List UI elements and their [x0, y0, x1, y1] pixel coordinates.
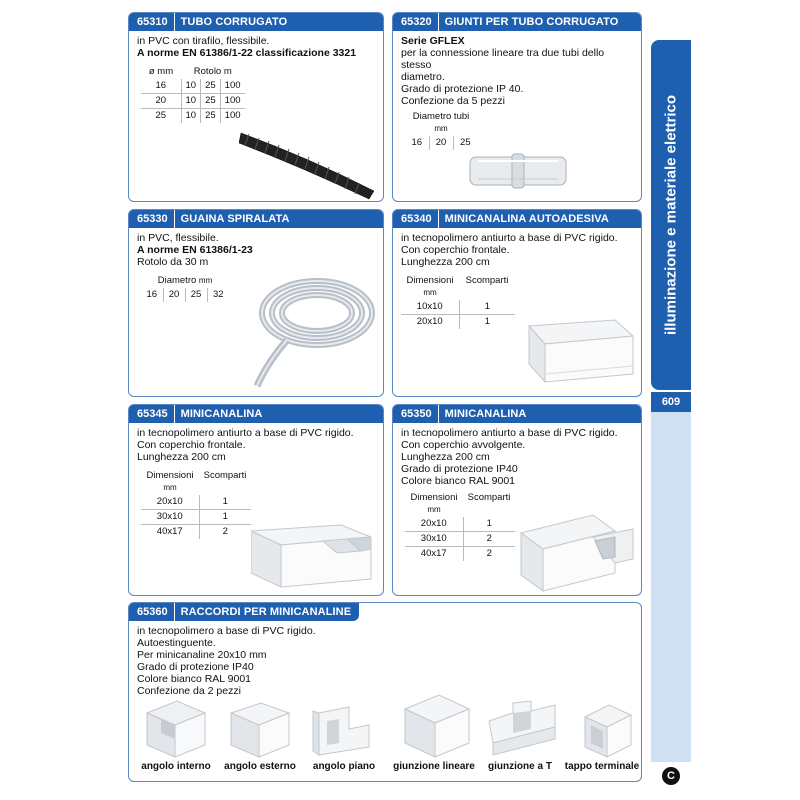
product-card-65360: [128, 602, 642, 782]
spec-table: [405, 110, 477, 150]
category-side-tab: [651, 40, 691, 390]
table-cell: 1: [199, 510, 251, 525]
item-label-flat-corner: angolo piano: [312, 761, 376, 772]
end-cap-image: [575, 699, 635, 759]
table-header: Scomparti: [203, 470, 247, 481]
table-cell: 20x10: [416, 316, 443, 327]
table-header-label: Dimensioni: [410, 492, 458, 503]
card-header: [393, 13, 641, 31]
category-label: illuminazione e materiale elettrico: [662, 94, 680, 336]
table-row: [405, 532, 515, 547]
table-cell: 20: [163, 288, 185, 302]
table-header: Rotolo m: [193, 66, 232, 77]
table-cell: 40x17: [156, 526, 183, 537]
description-line: Confezione da 2 pezzi: [137, 685, 241, 697]
description-line: diametro.: [401, 71, 445, 83]
description-line: Con coperchio frontale.: [401, 244, 510, 256]
spec-table: [141, 65, 245, 123]
product-code: 65340: [393, 210, 439, 228]
product-title: GIUNTI PER TUBO CORRUGATO: [444, 16, 619, 28]
page-number: 609: [651, 390, 691, 412]
description-line: Autoestinguente.: [137, 637, 216, 649]
description-line: Grado di protezione IP 40.: [401, 83, 524, 95]
table-cell: 2: [463, 547, 515, 562]
table-cell: 1: [199, 495, 251, 510]
table-row: [141, 525, 251, 540]
spec-table: [405, 491, 515, 561]
brand-logo-icon: C: [662, 767, 680, 785]
product-title: MINICANALINA: [444, 408, 527, 420]
card-body: [393, 31, 641, 154]
table-header: [405, 110, 477, 136]
table-row: [141, 94, 245, 109]
side-stripe: [651, 412, 691, 762]
table-header: ø mm: [148, 66, 174, 77]
table-cell: 100: [220, 109, 244, 124]
description-line: Per minicanaline 20x10 mm: [137, 649, 267, 661]
table-header-unit: mm: [434, 124, 448, 133]
table-cell: 25: [201, 79, 221, 94]
description-line: Con coperchio frontale.: [137, 439, 246, 451]
table-header: [401, 274, 459, 300]
description-line: in PVC, flessibile.: [137, 232, 219, 244]
card-body: [129, 31, 383, 127]
table-cell: 100: [220, 94, 244, 109]
description-line: in tecnopolimero antiurto a base di PVC rigido.: [401, 232, 618, 244]
description-line: in tecnopolimero antiurto a base di PVC rigido.: [401, 427, 618, 439]
card-header: [129, 405, 383, 423]
table-cell: 25: [453, 136, 477, 150]
item-label-t-joint: giunzione a T: [488, 761, 552, 772]
item-label-external-corner: angolo esterno: [224, 761, 296, 772]
product-code: 65350: [393, 405, 439, 423]
product-card-65320: [392, 12, 642, 202]
product-title: RACCORDI PER MINICANALINE: [180, 606, 352, 618]
card-header: [393, 210, 641, 228]
table-cell: 20x10: [405, 517, 463, 532]
table-header-label: Diametro tubi: [412, 111, 470, 122]
product-card-65350: [392, 404, 642, 596]
card-header: [393, 405, 641, 423]
corrugated-tube-image: [239, 123, 379, 201]
description-line: Grado di protezione IP40: [401, 463, 518, 475]
table-cell: 2: [199, 525, 251, 540]
table-cell: 1: [459, 300, 515, 315]
card-header: [129, 603, 359, 621]
product-card-65310: [128, 12, 384, 202]
description-line: Lunghezza 200 cm: [401, 451, 490, 463]
description-line: in PVC con tirafilo, flessibile.: [137, 35, 270, 47]
table-header-label: Dimensioni: [146, 470, 194, 481]
table-cell: 30x10: [405, 532, 463, 547]
description-line: Con coperchio avvolgente.: [401, 439, 526, 451]
adhesive-duct-image: [523, 318, 635, 390]
product-code: 65320: [393, 13, 439, 31]
product-code: 65360: [129, 603, 175, 621]
spec-table: [141, 274, 229, 302]
norm-line: A norme EN 61386/1-22 classificazione 3321: [137, 47, 357, 59]
description-line: in tecnopolimero a base di PVC rigido.: [137, 625, 316, 637]
wrap-minichannel-image: [511, 513, 637, 593]
table-header-unit: mm: [198, 276, 213, 285]
table-header-label: Diametro: [157, 275, 197, 286]
table-cell: 10: [181, 79, 201, 94]
card-body: [129, 621, 641, 701]
table-cell: 25: [201, 109, 221, 124]
external-corner-image: [225, 699, 295, 759]
roll-line: Rotolo da 30 m: [137, 256, 209, 268]
table-header-unit: mm: [427, 505, 441, 514]
table-row: [141, 510, 251, 525]
table-cell: 16: [141, 79, 181, 94]
product-code: 65345: [129, 405, 175, 423]
table-header-label: Dimensioni: [406, 275, 454, 286]
table-row: [401, 300, 515, 315]
spiral-sheath-image: [247, 268, 379, 393]
table-cell: 25: [201, 94, 221, 109]
table-cell: 16: [146, 289, 158, 300]
product-card-65330: [128, 209, 384, 397]
table-cell: 32: [207, 288, 229, 302]
table-cell: 20: [429, 136, 453, 150]
product-card-65345: [128, 404, 384, 596]
table-cell: 20: [141, 94, 181, 109]
table-cell: 25: [185, 288, 207, 302]
table-cell: 16: [411, 137, 423, 148]
spec-table: [141, 469, 251, 539]
linear-joint-image: [399, 693, 473, 759]
series-line: Serie GFLEX: [401, 35, 465, 47]
spec-table: [401, 274, 515, 329]
t-joint-image: [485, 699, 559, 759]
table-row: [401, 315, 515, 330]
table-header: [141, 469, 199, 495]
table-cell: 25: [155, 110, 167, 121]
table-cell: 1: [463, 517, 515, 532]
table-row: [141, 109, 245, 124]
table-header: [141, 274, 229, 288]
table-header-unit: mm: [423, 288, 437, 297]
description-line: Lunghezza 200 cm: [401, 256, 490, 268]
description-line: per la connessione lineare tra due tubi dello stesso: [401, 47, 605, 71]
table-cell: 1: [459, 315, 515, 330]
description-line: Colore bianco RAL 9001: [401, 475, 516, 487]
table-header-unit: mm: [163, 483, 177, 492]
table-header: Scomparti: [467, 492, 511, 503]
norm-line: A norme EN 61386/1-23: [137, 244, 253, 256]
description-line: Grado di protezione IP40: [137, 661, 254, 673]
table-row: [141, 288, 229, 302]
description-line: Confezione da 5 pezzi: [401, 95, 505, 107]
product-card-65340: [392, 209, 642, 397]
description-line: in tecnopolimero antiurto a base di PVC rigido.: [137, 427, 354, 439]
tube-joint-image: [468, 151, 568, 191]
internal-corner-image: [141, 699, 211, 759]
table-cell: 100: [220, 79, 244, 94]
table-cell: 10: [181, 109, 201, 124]
table-row: [405, 547, 515, 562]
product-title: GUAINA SPIRALATA: [180, 213, 290, 225]
table-cell: 10x10: [401, 300, 459, 315]
product-title: TUBO CORRUGATO: [180, 16, 288, 28]
flat-corner-image: [309, 703, 379, 759]
table-cell: 20x10: [141, 495, 199, 510]
table-row: [405, 136, 477, 150]
table-row: [405, 517, 515, 532]
table-cell: 40x17: [420, 548, 447, 559]
item-label-linear-joint: giunzione lineare: [393, 761, 475, 772]
minichannel-image: [251, 517, 379, 591]
product-title: MINICANALINA: [180, 408, 263, 420]
item-label-internal-corner: angolo interno: [141, 761, 211, 772]
table-row: [141, 79, 245, 94]
product-code: 65330: [129, 210, 175, 228]
card-header: [129, 210, 383, 228]
product-code: 65310: [129, 13, 175, 31]
product-title: MINICANALINA AUTOADESIVA: [444, 213, 609, 225]
table-cell: 2: [463, 532, 515, 547]
card-header: [129, 13, 383, 31]
table-cell: 10: [181, 94, 201, 109]
table-header: Scomparti: [465, 275, 509, 286]
description-line: Colore bianco RAL 9001: [137, 673, 252, 685]
description-line: Lunghezza 200 cm: [137, 451, 226, 463]
item-label-end-cap: tappo terminale: [564, 761, 640, 772]
table-cell: 30x10: [141, 510, 199, 525]
table-row: [141, 495, 251, 510]
table-header: [405, 491, 463, 517]
